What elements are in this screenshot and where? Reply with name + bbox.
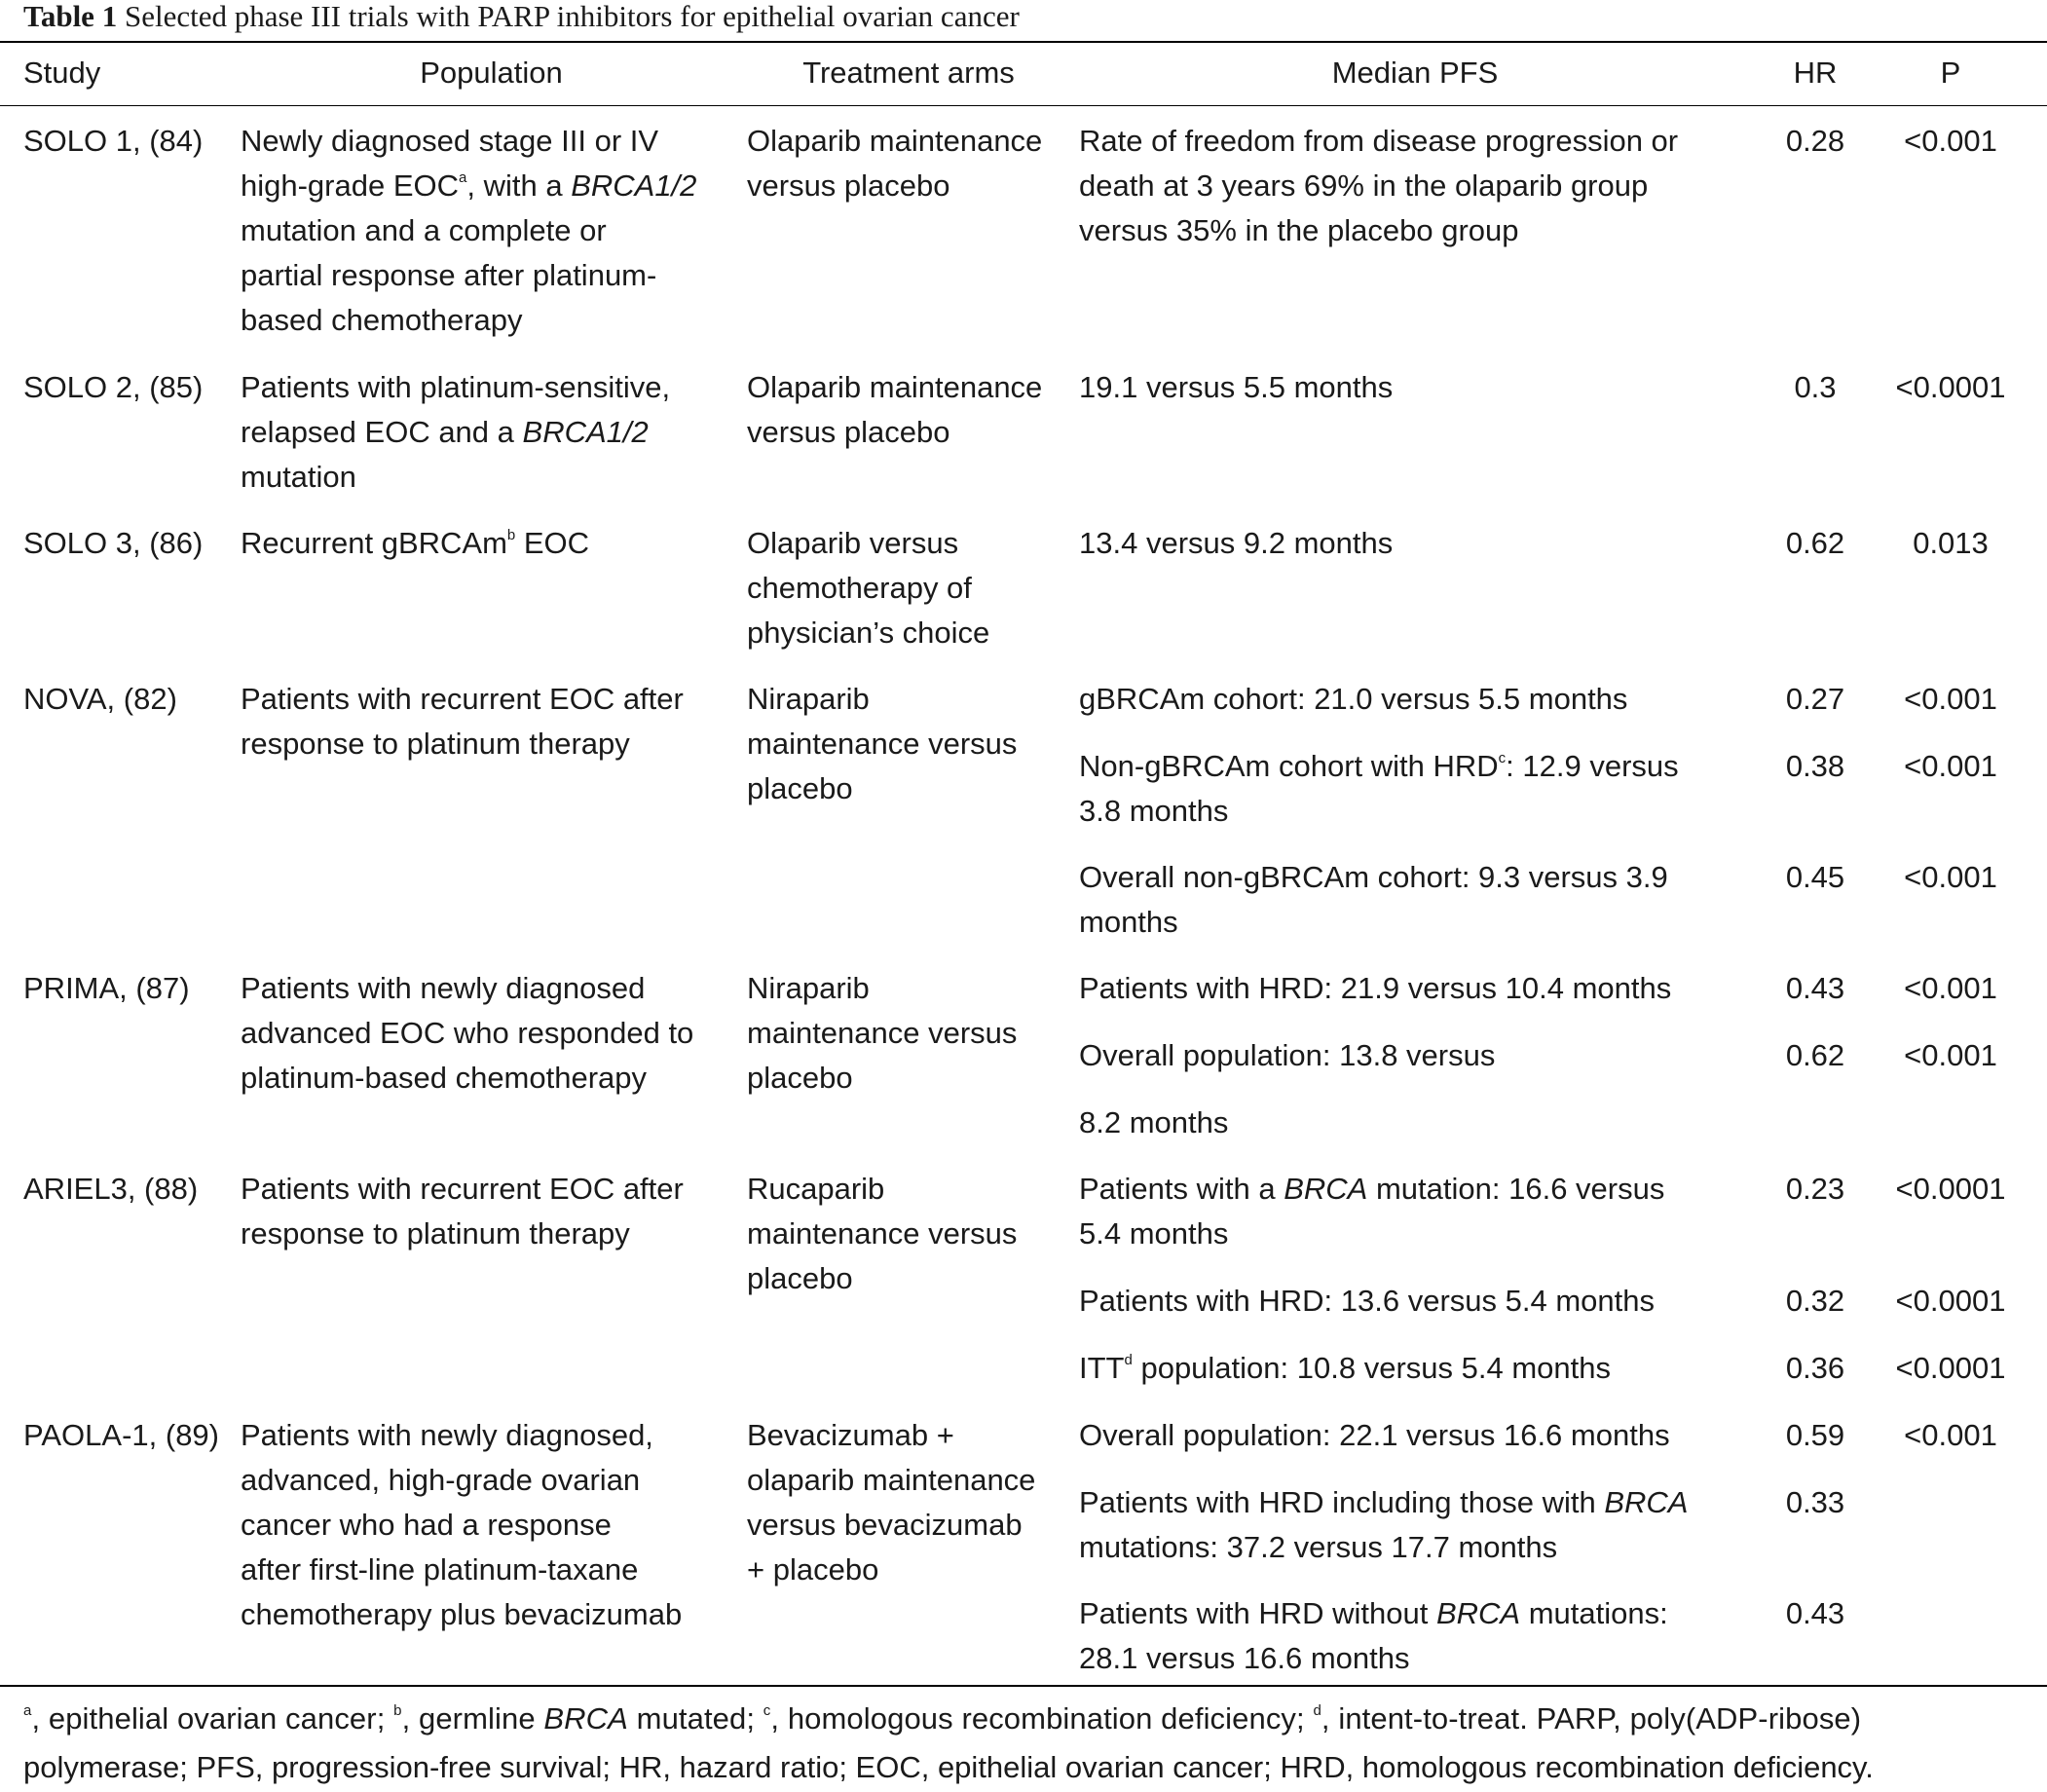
table-row-pfs: Overall population: 22.1 versus 16.6 months xyxy=(1079,1418,1670,1452)
header-treatment-arms: Treatment arms xyxy=(802,56,1015,90)
table-row-p: <0.001 xyxy=(1904,1418,1997,1452)
table-row-population: Patients with recurrent EOC after response to platinum therapy xyxy=(241,1172,684,1251)
table-row-pfs: ITT$^d$ population: 10.8 versus 5.4 months xyxy=(1079,1351,1611,1385)
table-row-study: SOLO 1, (84) xyxy=(23,124,204,158)
table-row-study: ARIEL3, (88) xyxy=(23,1172,199,1206)
table-row-hr: 0.32 xyxy=(1785,1284,1845,1318)
table-row-pfs: Patients with HRD including those with BRCA mutations: 37.2 versus 17.7 months xyxy=(1079,1485,1689,1564)
table-row-p: <0.001 xyxy=(1904,1038,1997,1072)
table-row-study: SOLO 2, (85) xyxy=(23,370,204,404)
table-row-pfs: 8.2 months xyxy=(1079,1105,1229,1139)
header-p: P xyxy=(1940,56,1961,90)
table-row-p: <0.001 xyxy=(1904,749,1997,783)
table-row-population: Patients with newly diagnosed advanced EOC who responded to platinum-based chemotherapy xyxy=(241,971,694,1095)
table-row-study: PRIMA, (87) xyxy=(23,971,190,1005)
table-row-hr: 0.27 xyxy=(1785,682,1845,716)
table-label: Table 1 xyxy=(23,0,118,33)
table-row-pfs: Patients with HRD: 13.6 versus 5.4 months xyxy=(1079,1284,1655,1318)
table-row-population: Patients with platinum-sensitive, relapsed EOC and a BRCA1/2 mutation xyxy=(241,370,671,494)
table-title: Selected phase III trials with PARP inhibitors for epithelial ovarian cancer xyxy=(124,0,1020,33)
table-row-pfs: Non-gBRCAm cohort with HRD$^c$: 12.9 versus 3.8 months xyxy=(1079,749,1679,828)
table-row-pfs: gBRCAm cohort: 21.0 versus 5.5 months xyxy=(1079,682,1628,716)
table-row-hr: 0.3 xyxy=(1794,370,1837,404)
table-row-hr: 0.62 xyxy=(1785,1038,1845,1072)
table-row-hr: 0.33 xyxy=(1785,1485,1845,1519)
table-row-p: 0.013 xyxy=(1913,526,1989,560)
table-row-pfs: Patients with HRD: 21.9 versus 10.4 months xyxy=(1079,971,1672,1005)
table-row-population: Patients with newly diagnosed, advanced, high-grade ovarian cancer who had a response after first-line platinum-taxane chemotherapy plus bevacizumab xyxy=(241,1418,683,1631)
table-row-population: Recurrent gBRCAm$^b$ EOC xyxy=(241,526,590,560)
table-row-arms: Olaparib versus chemotherapy of physician’s choice xyxy=(747,526,990,650)
table-row-hr: 0.43 xyxy=(1785,971,1845,1005)
table-row-hr: 0.43 xyxy=(1785,1596,1845,1630)
table-row-arms: Bevacizumab + olaparib maintenance versus bevacizumab + placebo xyxy=(747,1418,1036,1587)
table-row-p: <0.001 xyxy=(1904,860,1997,894)
top-rule xyxy=(0,41,2047,43)
table-row-population: Patients with recurrent EOC after response to platinum therapy xyxy=(241,682,684,761)
table-row-p: <0.0001 xyxy=(1895,1284,2006,1318)
table-row-p: <0.001 xyxy=(1904,124,1997,158)
table-row-study: PAOLA-1, (89) xyxy=(23,1418,220,1452)
table-footnote: $^a$, epithelial ovarian cancer; $^b$, germline BRCA mutated; $^c$, homologous recombination deficiency; $^d$, intent-to-treat. PARP, poly(ADP-ribose) polymerase; PFS, progression-free survival; HR, hazard ratio; EOC, epithelial ovarian cancer; HRD, homologous recombination deficiency. xyxy=(23,1701,1874,1784)
header-median-pfs: Median PFS xyxy=(1331,56,1499,90)
table-row-population: Newly diagnosed stage III or IV high-grade EOC$^a$, with a BRCA1/2 mutation and a complete or partial response after platinum- based chemotherapy xyxy=(241,124,697,337)
table-row-hr: 0.45 xyxy=(1785,860,1845,894)
table-row-p: <0.0001 xyxy=(1895,1351,2006,1385)
header-hr: HR xyxy=(1793,56,1838,90)
table-row-hr: 0.23 xyxy=(1785,1172,1845,1206)
table-row-pfs: Overall non-gBRCAm cohort: 9.3 versus 3.9 months xyxy=(1079,860,1668,939)
table-row-p: <0.0001 xyxy=(1895,370,2006,404)
table-row-arms: Niraparib maintenance versus placebo xyxy=(747,971,1018,1095)
table-row-pfs: Overall population: 13.8 versus xyxy=(1079,1038,1496,1072)
table-row-pfs: 13.4 versus 9.2 months xyxy=(1079,526,1394,560)
table-row-pfs: Rate of freedom from disease progression or death at 3 years 69% in the olaparib group versus 35% in the placebo group xyxy=(1079,124,1679,247)
table-row-hr: 0.59 xyxy=(1785,1418,1845,1452)
table-row-pfs: 19.1 versus 5.5 months xyxy=(1079,370,1394,404)
table-row-hr: 0.36 xyxy=(1785,1351,1845,1385)
table-row-arms: Olaparib maintenance versus placebo xyxy=(747,124,1043,203)
bottom-rule xyxy=(0,1685,2047,1687)
table-row-arms: Rucaparib maintenance versus placebo xyxy=(747,1172,1018,1295)
table-row-p: <0.0001 xyxy=(1895,1172,2006,1206)
table-row-pfs: Patients with a BRCA mutation: 16.6 versus 5.4 months xyxy=(1079,1172,1665,1251)
table-row-p: <0.001 xyxy=(1904,971,1997,1005)
table-row-hr: 0.38 xyxy=(1785,749,1845,783)
header-study: Study xyxy=(23,56,101,90)
table-row-study: SOLO 3, (86) xyxy=(23,526,204,560)
table-caption xyxy=(23,0,2029,39)
header-rule xyxy=(0,105,2047,106)
table-row-study: NOVA, (82) xyxy=(23,682,177,716)
table-row-p: <0.001 xyxy=(1904,682,1997,716)
table-row-pfs: Patients with HRD without BRCA mutations: 28.1 versus 16.6 months xyxy=(1079,1596,1668,1675)
header-population: Population xyxy=(420,56,563,90)
table-row-hr: 0.28 xyxy=(1785,124,1845,158)
table-row-arms: Olaparib maintenance versus placebo xyxy=(747,370,1043,449)
table-row-hr: 0.62 xyxy=(1785,526,1845,560)
table-row-arms: Niraparib maintenance versus placebo xyxy=(747,682,1018,805)
